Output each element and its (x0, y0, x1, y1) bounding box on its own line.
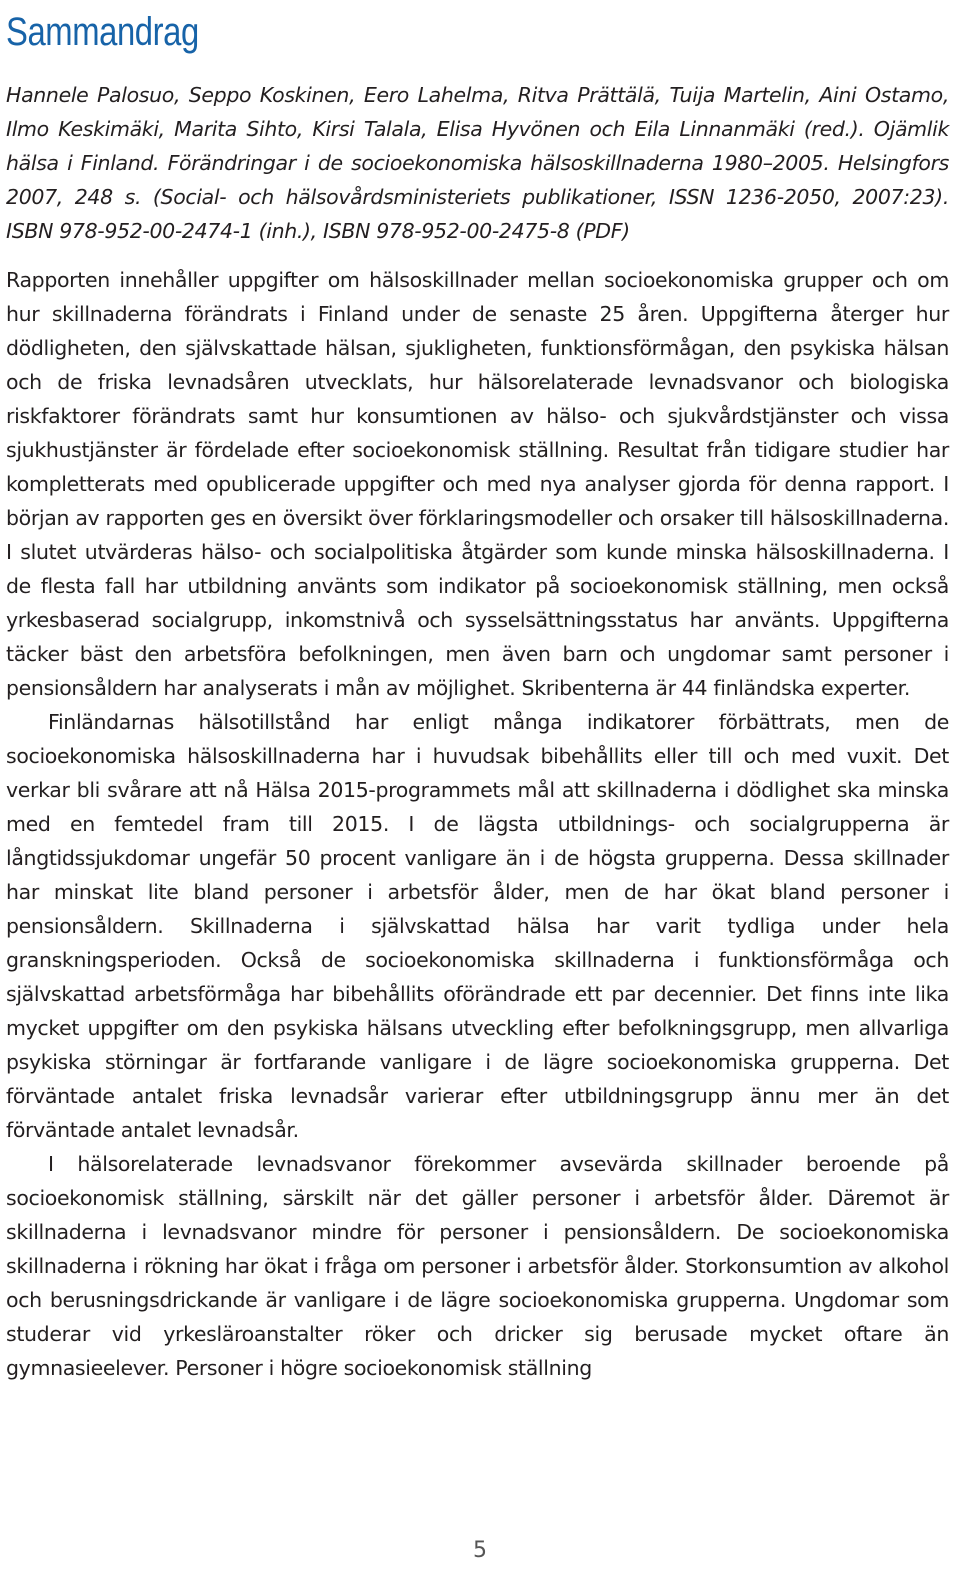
paragraph: Rapporten innehåller uppgifter om hälsoskillnader mellan socioekonomiska grupper och om hur skillnaderna förändrats i Finland under de senaste 25 åren. Uppgifterna återger hur dödligheten, den självskattade hälsan, sjukligheten, funktionsförmågan, den psykiska hälsan och de friska levnadsåren utvecklats, hur hälsorelaterade levnadsvanor och biologiska riskfaktorer förändrats samt hur konsumtionen av hälso- och sjukvårdstjänster och vissa sjukhustjänster är fördelade efter socioekonomisk ställning. Resultat från tidigare studier har kompletterats med opublicerade uppgifter och med nya analyser gjorda för denna rapport. I början av rapporten ges en översikt över förklaringsmodeller och orsaker till hälsoskillnaderna. I slutet utvärderas hälso- och socialpolitiska åtgärder som kunde minska hälsoskillnaderna. I de flesta fall har utbildning använts som indikator på socioekonomisk ställning, men också yrkesbaserad socialgrupp, inkomstnivå och sysselsättningsstatus har använts. Uppgifterna täcker bäst den arbetsföra befolkningen, men även barn och ungdomar samt personer i pensionsåldern har analyserats i mån av möjlighet. Skribenterna är 44 finländska experter. (6, 268, 949, 700)
paragraph: Finländarnas hälsotillstånd har enligt många indikatorer förbättrats, men de socioekonomiska hälsoskillnaderna har i huvudsak bibehållits eller till och med vuxit. Det verkar bli svårare att nå Hälsa 2015-programmets mål att skillnaderna i dödlighet ska minska med en femtedel fram till 2015. I de lägsta utbildnings- och socialgrupperna är långtidssjukdomar ungefär 50 procent vanligare än i de högsta grupperna. Dessa skillnader har minskat lite bland personer i arbetsför ålder, men de har ökat bland personer i pensionsåldern. Skillnaderna i självskattad hälsa har varit tydliga under hela granskningsperioden. Också de socioekonomiska skillnaderna i funktionsförmåga och självskattad arbetsförmåga har bibehållits oförändrade ett par decennier. Det finns inte lika mycket uppgifter om den psykiska hälsans utveckling efter befolkningsgrupp, men allvarliga psykiska störningar är fortfarande vanligare i de lägre socioekonomiska grupperna. Det förväntade antalet friska levnadsår varierar efter utbildningsgrupp ännu mer än det förväntade antalet levnadsår. (6, 710, 949, 1142)
page-title: Sammandrag (6, 10, 199, 54)
document-page (6, 0, 949, 1385)
paragraph: I hälsorelaterade levnadsvanor förekommer avsevärda skillnader beroende på socioekonomisk ställning, särskilt när det gäller personer i arbetsför ålder. Däremot är skillnaderna i levnadsvanor mindre för personer i pensionsåldern. De socioekonomiska skillnaderna i rökning har ökat i fråga om personer i arbetsför ålder. Storkonsumtion av alkohol och berusningsdrickande är vanligare i de lägre socioekonomiska grupperna. Ungdomar som studerar vid yrkesläroanstalter röker och dricker sig berusade mycket oftare än gymnasieelever. Personer i högre socioekonomisk ställning (6, 1152, 949, 1380)
body-text (6, 263, 949, 1385)
bibliographic-citation: Hannele Palosuo, Seppo Koskinen, Eero Lahelma, Ritva Prättälä, Tuija Martelin, Aini Ostamo, Ilmo Keskimäki, Marita Sihto, Kirsi Talala, Elisa Hyvönen och Eila Linnanmäki (red.). Ojämlik hälsa i Finland. Förändringar i de socioekonomiska hälsoskillnaderna 1980–2005. Helsingfors 2007, 248 s. (Social- och hälsovårdsministeriets publikationer, ISSN 1236-2050, 2007:23). ISBN 978-952-00-2474-1 (inh.), ISBN 978-952-00-2475-8 (PDF) (6, 83, 949, 243)
page-number: 5 (473, 1538, 487, 1563)
